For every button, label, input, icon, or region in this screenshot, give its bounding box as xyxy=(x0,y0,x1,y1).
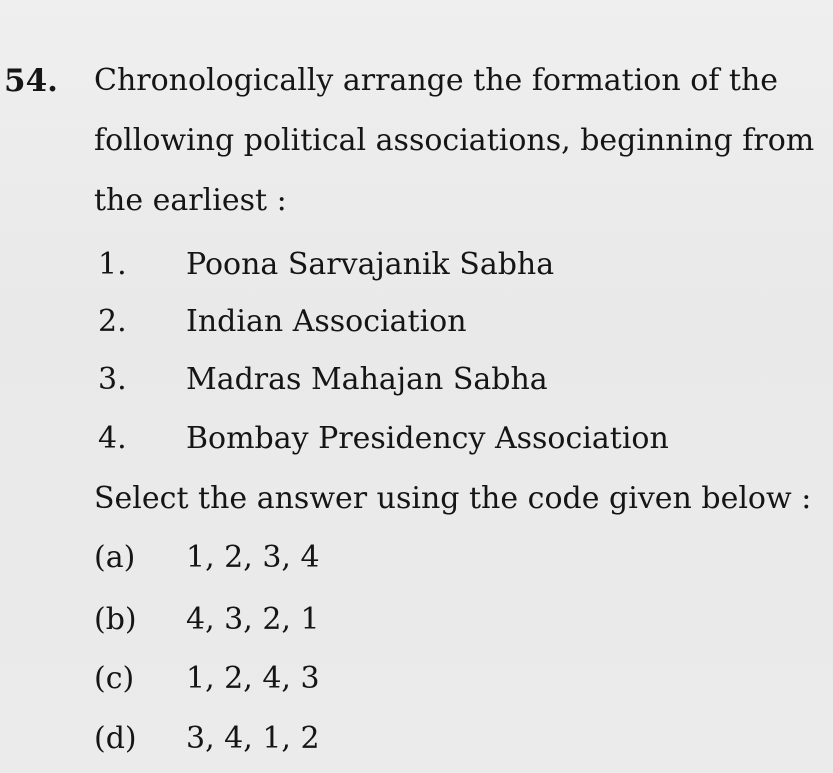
option-label-b: (b) xyxy=(94,602,137,637)
statement-text-3: Madras Mahajan Sabha xyxy=(186,362,548,397)
statement-number-1: 1. xyxy=(98,247,127,282)
option-label-d: (d) xyxy=(94,721,137,756)
statement-text-4: Bombay Presidency Association xyxy=(186,421,669,456)
instruction-text: Select the answer using the code given below : xyxy=(94,481,812,516)
statement-text-2: Indian Association xyxy=(186,304,467,339)
question-stem-line-3: the earliest : xyxy=(94,183,287,218)
option-text-a: 1, 2, 3, 4 xyxy=(186,540,320,575)
statement-number-3: 3. xyxy=(98,362,127,397)
option-text-d: 3, 4, 1, 2 xyxy=(186,721,320,756)
question-number: 54. xyxy=(4,63,58,99)
option-label-a: (a) xyxy=(94,540,136,575)
question-stem-line-2: following political associations, beginning from xyxy=(94,123,815,158)
question-stem-line-1: Chronologically arrange the formation of the xyxy=(94,63,779,98)
statement-text-1: Poona Sarvajanik Sabha xyxy=(186,247,555,282)
option-text-b: 4, 3, 2, 1 xyxy=(186,602,320,637)
option-label-c: (c) xyxy=(94,661,135,696)
statement-number-2: 2. xyxy=(98,304,127,339)
option-text-c: 1, 2, 4, 3 xyxy=(186,661,320,696)
statement-number-4: 4. xyxy=(98,421,127,456)
